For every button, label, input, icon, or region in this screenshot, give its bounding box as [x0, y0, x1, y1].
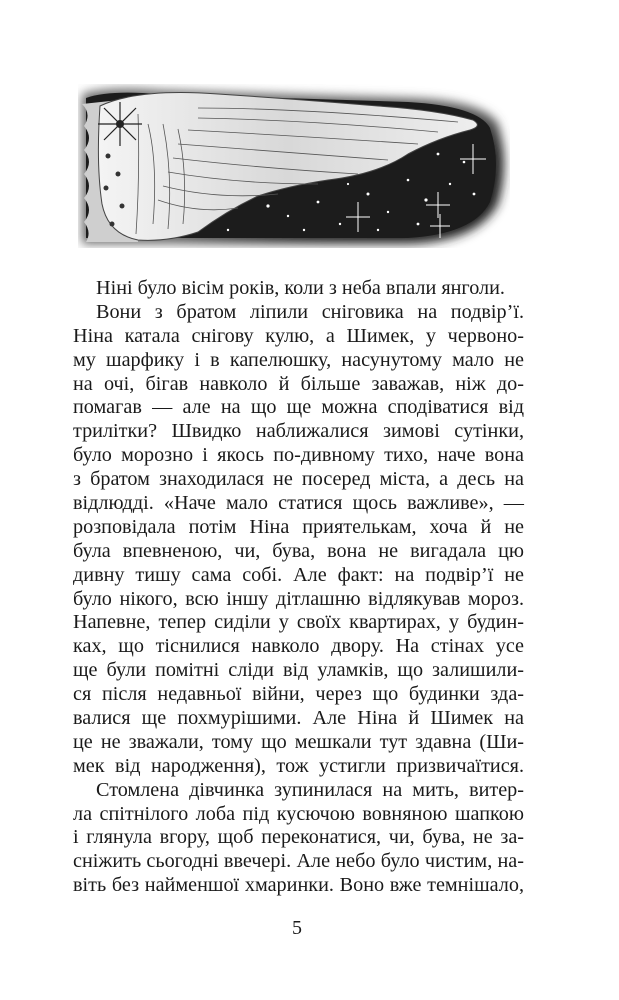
- text-line: ще були помітні сліди від уламків, що залишили-: [73, 659, 524, 682]
- text-line: Стомлена дівчинка зупинилася на мить, витер-: [96, 778, 524, 801]
- text-line: мек від народження), тож устигли призвичаїтися.: [73, 754, 524, 777]
- angel-wing-starry-sky-icon: [78, 84, 510, 248]
- text-line: му шарфику і в капелюшку, насунутому мало не: [73, 348, 524, 371]
- paragraph-2: [73, 301, 524, 779]
- paragraph-3: [73, 779, 524, 898]
- text-line: це не зважали, тому що мешкали тут здавна (Ши-: [73, 730, 524, 753]
- text-line: помагав — але на що ще можна сподіватися від: [73, 396, 524, 419]
- text-line: віть без найменшої хмаринки. Воно вже темнішало,: [73, 874, 524, 897]
- text-line: і глянула вгору, щоб переконатися, чи, бува, не за-: [73, 826, 524, 849]
- text-line: Напевне, тепер сиділи у своїх квартирах, у будин-: [73, 611, 524, 634]
- text-line: валися ще похмурішими. Але Ніна й Шимек на: [73, 707, 524, 730]
- text-line: з братом знаходилася не посеред міста, а десь на: [73, 468, 524, 491]
- text-line: Вони з братом ліпили сніговика на подвір’ї.: [96, 300, 524, 323]
- text-line: ках, що тіснилися навколо двору. На стінах усе: [73, 635, 524, 658]
- text-line: сніжить сьогодні ввечері. Але небо було чистим, на-: [73, 850, 524, 873]
- text-line: дивну тишу сама собі. Але факт: на подвір’ї не: [73, 563, 524, 586]
- text-line: було морозно і якось по-дивному тихо, наче вона: [73, 444, 524, 467]
- text-line: Ніна катала снігову кулю, а Шимек, у червоно-: [73, 324, 524, 347]
- text-line: трилітки? Швидко наближалися зимові сутінки,: [73, 420, 524, 443]
- text-line: було нікого, всю іншу дітлашню відлякував мороз.: [73, 587, 524, 610]
- text-line: на очі, бігав навколо й більше заважав, ніж до-: [73, 372, 524, 395]
- text-line: ся після недавньої війни, через що будинки зда-: [73, 683, 524, 706]
- text-line: Ніні було вісім років, коли з неба впали янголи.: [96, 277, 505, 299]
- paragraph-1: [73, 277, 524, 301]
- text-line: розповідала потім Ніна приятелькам, хоча й не: [73, 515, 524, 538]
- text-line: була впевненою, чи, бува, вона не вигадала цю: [73, 539, 524, 562]
- body-text: [73, 277, 524, 898]
- text-line: відлюдді. «Наче мало статися щось важливе», —: [73, 492, 524, 515]
- text-line: ла спітнілого лоба під кусючою вовняною шапкою: [73, 802, 524, 825]
- page-number: 5: [292, 917, 302, 939]
- angel-wing-illustration: [78, 84, 510, 248]
